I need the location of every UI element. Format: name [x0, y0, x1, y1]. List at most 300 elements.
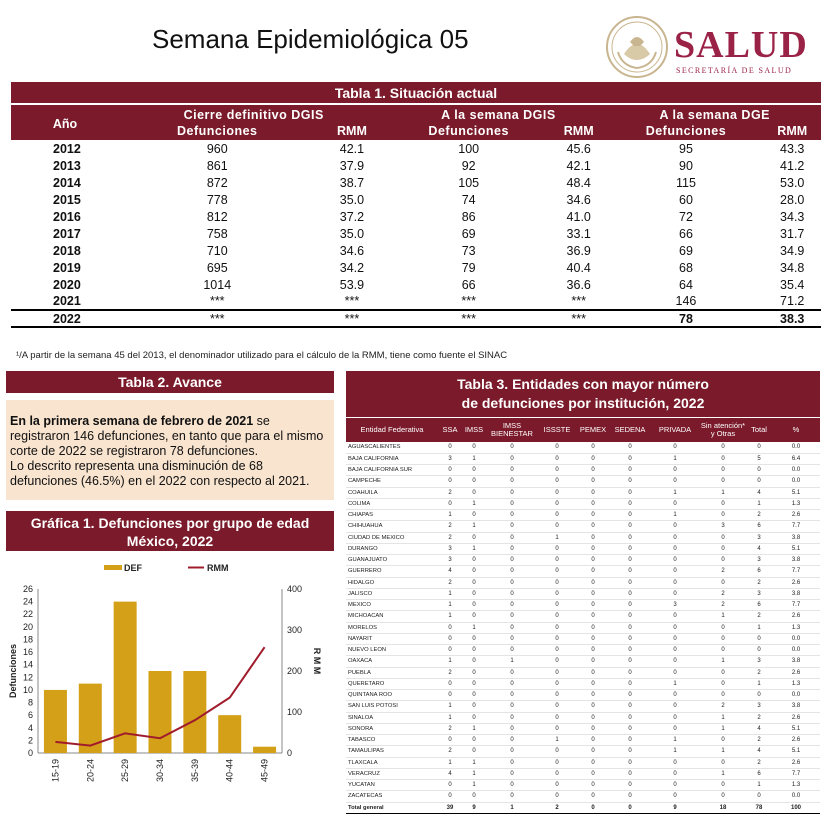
count-cell: 1	[462, 757, 486, 768]
count-cell: 0.0	[772, 690, 820, 701]
count-cell: 0	[438, 476, 462, 487]
count-cell: 1	[438, 701, 462, 712]
count-cell: 0	[486, 521, 538, 532]
table3-row	[346, 678, 820, 689]
legend-rmm-label: RMM	[207, 563, 229, 573]
x-tick-label: 35-39	[189, 759, 200, 783]
count-cell: 0	[538, 701, 576, 712]
count-cell: 0	[538, 645, 576, 656]
count-cell: 0	[438, 678, 462, 689]
table2-paragraph-2: Lo descrito representa una disminución de 68 defunciones (46.5%) en el 2022 con respecto al 2021.	[10, 459, 310, 488]
count-cell: 0	[610, 487, 650, 498]
count-cell: 0	[486, 768, 538, 779]
count-cell: 0	[486, 487, 538, 498]
count-cell: 2	[438, 746, 462, 757]
table3-row	[346, 712, 820, 723]
count-cell: 0	[486, 622, 538, 633]
count-cell: 0	[538, 465, 576, 476]
count-cell: 0	[462, 577, 486, 588]
count-cell: 0	[610, 600, 650, 611]
value-cell: 1014	[203, 277, 232, 292]
count-cell: 0	[538, 780, 576, 791]
count-cell: 0.0	[772, 476, 820, 487]
count-cell: 4	[746, 543, 772, 554]
value-cell: 79	[461, 260, 476, 275]
count-cell: 0	[538, 791, 576, 802]
table2-p1-rest: se registraron 146 defunciones, en tanto que para el mismo corte de 2022 se registraron 78 defunciones.	[10, 414, 324, 458]
count-cell: 0	[650, 723, 700, 734]
sub-defunciones: Defunciones	[388, 122, 549, 140]
value-cell: 38.3	[763, 310, 821, 327]
entity-cell: JALISCO	[346, 588, 438, 599]
count-cell: 0	[538, 588, 576, 599]
count-cell: 0	[538, 633, 576, 644]
count-cell: 2	[438, 487, 462, 498]
count-cell: 0	[486, 453, 538, 464]
value-cell: 38.7	[339, 175, 365, 190]
table3-row	[346, 453, 820, 464]
count-cell: 0	[438, 645, 462, 656]
count-cell: 0	[538, 656, 576, 667]
table3-row	[346, 701, 820, 712]
count-cell: 1.3	[772, 780, 820, 791]
count-cell: 1	[438, 600, 462, 611]
table3-row	[346, 780, 820, 791]
count-cell: 0	[438, 465, 462, 476]
count-cell: 0	[438, 498, 462, 509]
count-cell: 0	[610, 555, 650, 566]
count-cell: 0	[610, 645, 650, 656]
total-cell: 39	[438, 802, 462, 813]
value-cell: 34.8	[780, 260, 805, 275]
count-cell: 0	[700, 667, 746, 678]
value-cell: 778	[206, 192, 228, 207]
table3-row	[346, 555, 820, 566]
value-cell: 71.2	[780, 294, 805, 308]
count-cell: 0	[700, 543, 746, 554]
table3-row	[346, 498, 820, 509]
count-cell: 0	[462, 600, 486, 611]
entity-cell: SAN LUIS POTOSI	[346, 701, 438, 712]
count-cell: 0	[700, 791, 746, 802]
count-cell: 6	[746, 566, 772, 577]
count-cell: 4	[746, 746, 772, 757]
table3-row	[346, 690, 820, 701]
count-cell: 0	[576, 723, 610, 734]
value-cell: 90	[679, 158, 693, 173]
count-cell: 0	[486, 588, 538, 599]
table3-header-cell: PRIVADA	[650, 418, 700, 442]
count-cell: 1	[462, 453, 486, 464]
count-cell: 0	[538, 757, 576, 768]
count-cell: 0	[576, 667, 610, 678]
count-cell: 0	[538, 442, 576, 453]
count-cell: 0	[462, 746, 486, 757]
count-cell: 0	[610, 690, 650, 701]
table1-row	[11, 174, 821, 191]
count-cell: 0	[576, 757, 610, 768]
total-cell: 100	[772, 802, 820, 813]
count-cell: 0	[438, 633, 462, 644]
count-cell: 0	[486, 757, 538, 768]
count-cell: 2	[438, 667, 462, 678]
count-cell: 0	[538, 521, 576, 532]
count-cell: 0	[650, 588, 700, 599]
count-cell: 0	[576, 588, 610, 599]
entity-cell: TABASCO	[346, 735, 438, 746]
count-cell: 0	[538, 510, 576, 521]
value-cell: 34.2	[339, 260, 365, 275]
table3-row	[346, 487, 820, 498]
count-cell: 0	[610, 656, 650, 667]
count-cell: 1	[462, 780, 486, 791]
situation-table	[11, 82, 821, 328]
count-cell: 0	[486, 476, 538, 487]
count-cell: 0	[610, 723, 650, 734]
count-cell: 0	[576, 712, 610, 723]
count-cell: 0	[462, 555, 486, 566]
count-cell: 0.0	[772, 633, 820, 644]
count-cell: 0	[538, 555, 576, 566]
entity-cell: GUANAJUATO	[346, 555, 438, 566]
count-cell: 0	[462, 633, 486, 644]
count-cell: 0	[746, 690, 772, 701]
value-cell: ***	[316, 310, 389, 327]
x-tick-label: 40-44	[224, 759, 235, 783]
count-cell: 0	[576, 735, 610, 746]
table3-row	[346, 645, 820, 656]
count-cell: 0	[538, 622, 576, 633]
count-cell: 2.6	[772, 667, 820, 678]
value-cell: 43.3	[780, 141, 805, 156]
count-cell: 1	[538, 532, 576, 543]
count-cell: 0	[576, 442, 610, 453]
count-cell: 0	[576, 566, 610, 577]
count-cell: 3	[746, 588, 772, 599]
table1-footnote: ¹/A partir de la semana 45 del 2013, el denominador utilizado para el cálculo de la RMM, tiene como fuente el SINAC	[16, 350, 508, 361]
entity-cell: CIUDAD DE MEXICO	[346, 532, 438, 543]
count-cell: 0	[610, 622, 650, 633]
count-cell: 0	[462, 566, 486, 577]
count-cell: 1	[700, 712, 746, 723]
count-cell: 1	[438, 588, 462, 599]
count-cell: 1	[650, 735, 700, 746]
group-dge-week: A la semana DGE	[608, 104, 821, 122]
count-cell: 0	[610, 780, 650, 791]
count-cell: 0	[650, 656, 700, 667]
y-tick-label: 20	[22, 621, 33, 632]
count-cell: 2	[746, 757, 772, 768]
count-cell: 0	[576, 701, 610, 712]
count-cell: 2	[438, 577, 462, 588]
count-cell: 0	[700, 577, 746, 588]
count-cell: 0	[538, 476, 576, 487]
count-cell: 0	[576, 768, 610, 779]
count-cell: 0	[700, 735, 746, 746]
count-cell: 1	[462, 622, 486, 633]
count-cell: 0	[700, 555, 746, 566]
count-cell: 0	[462, 510, 486, 521]
count-cell: 1.3	[772, 678, 820, 689]
count-cell: 4	[746, 487, 772, 498]
value-cell: ***	[344, 294, 360, 308]
count-cell: 0	[538, 690, 576, 701]
value-cell: ***	[549, 310, 609, 327]
year-cell: 2014	[53, 175, 81, 190]
count-cell: 0	[438, 735, 462, 746]
count-cell: 0	[486, 566, 538, 577]
count-cell: 1	[700, 746, 746, 757]
count-cell: 0	[610, 510, 650, 521]
table1-row	[11, 259, 821, 276]
count-cell: 1	[700, 656, 746, 667]
count-cell: 2	[746, 667, 772, 678]
value-cell: 60	[679, 192, 693, 207]
entity-cell: DURANGO	[346, 543, 438, 554]
count-cell: 0	[538, 723, 576, 734]
count-cell: 1	[462, 498, 486, 509]
count-cell: 3	[438, 543, 462, 554]
count-cell: 0	[610, 465, 650, 476]
count-cell: 0	[700, 498, 746, 509]
table1-row	[11, 310, 821, 327]
count-cell: 6	[746, 768, 772, 779]
count-cell: 0	[486, 532, 538, 543]
count-cell: 0	[700, 780, 746, 791]
table2-p1-bold: En la primera semana de febrero de 2021	[10, 414, 254, 428]
count-cell: 0	[486, 712, 538, 723]
count-cell: 0	[486, 723, 538, 734]
value-cell: 66	[679, 226, 693, 241]
entity-cell: HIDALGO	[346, 577, 438, 588]
count-cell: 0	[576, 476, 610, 487]
count-cell: 0	[610, 453, 650, 464]
count-cell: 0	[576, 453, 610, 464]
legend-def-swatch	[104, 565, 122, 570]
count-cell: 0	[700, 757, 746, 768]
value-cell: 72	[679, 209, 693, 224]
count-cell: 0	[700, 442, 746, 453]
count-cell: 2	[746, 577, 772, 588]
table3-title-line2: de defunciones por institución, 2022	[461, 395, 705, 411]
count-cell: 0	[576, 600, 610, 611]
count-cell: 0	[610, 712, 650, 723]
count-cell: 1	[438, 757, 462, 768]
count-cell: 1	[486, 656, 538, 667]
entity-cell: ZACATECAS	[346, 791, 438, 802]
legend-def-label: DEF	[124, 563, 142, 573]
count-cell: 2	[700, 600, 746, 611]
count-cell: 0	[486, 678, 538, 689]
count-cell: 0	[700, 453, 746, 464]
value-cell: 695	[206, 260, 228, 275]
table3-row	[346, 757, 820, 768]
value-cell: 95	[679, 141, 693, 156]
count-cell: 7.7	[772, 600, 820, 611]
count-cell: 2.6	[772, 712, 820, 723]
count-cell: 0	[462, 465, 486, 476]
count-cell: 0	[462, 656, 486, 667]
count-cell: 0	[700, 476, 746, 487]
year-cell: 2017	[53, 226, 81, 241]
count-cell: 0	[486, 746, 538, 757]
count-cell: 0	[538, 453, 576, 464]
count-cell: 0	[650, 498, 700, 509]
table1-row	[11, 140, 821, 157]
count-cell: 1	[650, 510, 700, 521]
def-bar	[253, 747, 276, 753]
entity-cell: CHIAPAS	[346, 510, 438, 521]
value-cell: 34.6	[339, 243, 365, 258]
count-cell: 2	[746, 510, 772, 521]
value-cell: 40.4	[566, 260, 591, 275]
value-cell: 41.2	[780, 158, 805, 173]
chart-title-line1: Gráfica 1. Defunciones por grupo de edad	[30, 515, 310, 531]
table3-header-row	[346, 418, 820, 442]
def-bar	[114, 602, 137, 753]
y-tick-label: 10	[22, 684, 33, 695]
table3-row	[346, 791, 820, 802]
count-cell: 3.8	[772, 555, 820, 566]
count-cell: 0	[700, 633, 746, 644]
value-cell: 48.4	[566, 175, 591, 190]
count-cell: 3	[438, 555, 462, 566]
count-cell: 0	[486, 701, 538, 712]
count-cell: 1	[746, 678, 772, 689]
total-cell: 9	[462, 802, 486, 813]
count-cell: 0	[538, 768, 576, 779]
table3-row	[346, 611, 820, 622]
value-cell: 115	[676, 175, 696, 190]
value-cell: 812	[206, 209, 228, 224]
y-tick-label: 18	[22, 634, 33, 645]
year-cell: 2020	[53, 277, 81, 292]
total-cell: 0	[610, 802, 650, 813]
count-cell: 0	[576, 633, 610, 644]
count-cell: 0	[462, 487, 486, 498]
y-tick-label: 26	[22, 584, 33, 594]
count-cell: 3	[746, 555, 772, 566]
count-cell: 0	[700, 690, 746, 701]
count-cell: 0	[538, 566, 576, 577]
count-cell: 0	[610, 678, 650, 689]
entity-cell: TLAXCALA	[346, 757, 438, 768]
table1-caption: Tabla 1. Situación actual	[11, 82, 821, 104]
count-cell: 0	[486, 690, 538, 701]
count-cell: 0	[746, 645, 772, 656]
count-cell: 1	[650, 678, 700, 689]
y-tick-label: 14	[22, 659, 33, 670]
count-cell: 1	[700, 487, 746, 498]
table1-body	[11, 140, 821, 327]
count-cell: 0	[538, 498, 576, 509]
y-axis-label: Defunciones	[8, 643, 18, 699]
count-cell: 0.0	[772, 465, 820, 476]
sub-defunciones: Defunciones	[119, 122, 316, 140]
table3-row	[346, 543, 820, 554]
count-cell: 0	[650, 622, 700, 633]
count-cell: 0	[462, 791, 486, 802]
table1-row	[11, 157, 821, 174]
count-cell: 0	[610, 543, 650, 554]
count-cell: 4	[438, 566, 462, 577]
count-cell: 7.7	[772, 566, 820, 577]
count-cell: 3	[746, 656, 772, 667]
value-cell: 34.3	[780, 209, 805, 224]
count-cell: 0	[538, 600, 576, 611]
y-tick-label: 16	[22, 647, 33, 658]
count-cell: 0	[438, 780, 462, 791]
seal-icon	[604, 14, 670, 80]
value-cell: 53.0	[780, 175, 805, 190]
count-cell: 0	[538, 577, 576, 588]
value-cell: 34.6	[566, 192, 591, 207]
count-cell: 0	[650, 780, 700, 791]
value-cell: 35.0	[339, 226, 365, 241]
table3-row	[346, 667, 820, 678]
count-cell: 0	[538, 487, 576, 498]
table3-row	[346, 723, 820, 734]
count-cell: 0.0	[772, 442, 820, 453]
count-cell: 1	[538, 735, 576, 746]
count-cell: 0	[700, 532, 746, 543]
count-cell: 5	[746, 453, 772, 464]
count-cell: 0	[650, 768, 700, 779]
count-cell: 0	[538, 611, 576, 622]
count-cell: 3	[746, 701, 772, 712]
total-cell: 18	[700, 802, 746, 813]
count-cell: 5.1	[772, 543, 820, 554]
table3-row	[346, 768, 820, 779]
sub-rmm: RMM	[763, 122, 821, 140]
chart-title-line2: México, 2022	[126, 533, 214, 549]
total-cell: 1	[486, 802, 538, 813]
def-bar	[148, 671, 171, 753]
year-cell: 2013	[53, 158, 81, 173]
count-cell: 0	[576, 746, 610, 757]
count-cell: 2	[438, 532, 462, 543]
x-tick-label: 25-29	[120, 759, 131, 783]
count-cell: 0	[650, 521, 700, 532]
count-cell: 0	[610, 588, 650, 599]
count-cell: 0	[576, 611, 610, 622]
value-cell: 92	[461, 158, 476, 173]
count-cell: 0	[576, 690, 610, 701]
count-cell: 0	[576, 780, 610, 791]
count-cell: 0	[746, 442, 772, 453]
count-cell: 0	[650, 476, 700, 487]
count-cell: 1	[438, 510, 462, 521]
table3-title	[346, 371, 820, 417]
value-cell: 100	[458, 141, 480, 156]
count-cell: 0	[610, 633, 650, 644]
table2-title: Tabla 2. Avance	[6, 371, 334, 393]
value-cell: 53.9	[339, 277, 365, 292]
count-cell: 1	[438, 712, 462, 723]
x-tick-label: 20-24	[85, 759, 96, 783]
count-cell: 0	[610, 611, 650, 622]
y-tick-label: 22	[22, 609, 33, 620]
count-cell: 0	[610, 735, 650, 746]
sub-rmm: RMM	[316, 122, 389, 140]
count-cell: 1	[650, 746, 700, 757]
table3-header-cell: SSA	[438, 418, 462, 442]
value-cell: 69	[461, 226, 476, 241]
y-tick-label: 6	[27, 710, 33, 721]
entity-cell: OAXACA	[346, 656, 438, 667]
count-cell: 0	[746, 633, 772, 644]
count-cell: 0	[700, 645, 746, 656]
